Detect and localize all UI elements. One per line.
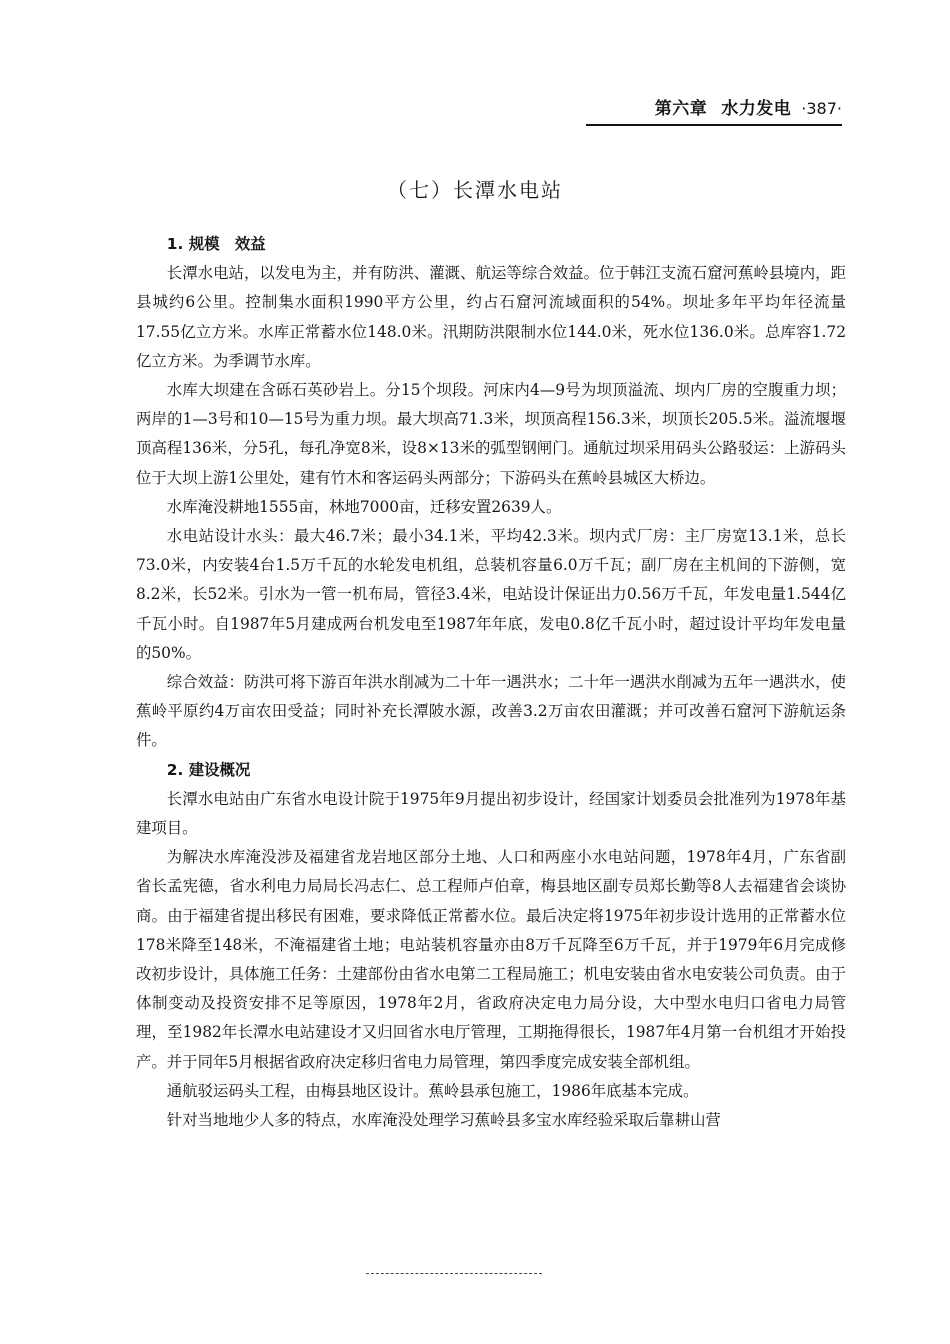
header-rule xyxy=(586,124,842,126)
subsection-heading: 1. 规模 效益 xyxy=(166,235,266,253)
paragraph: 水库淹没耕地1555亩，林地7000亩，迁移安置2639人。 xyxy=(166,497,562,516)
page-number: ·387· xyxy=(801,99,842,118)
footer-rule xyxy=(366,1273,542,1274)
paragraph: 长潭水电站，以发电为主，并有防洪、灌溉、航运等综合效益。位于韩江支流石窟河蕉岭县境内，距县城约6公里。控制集水面积1990平方公里，约占石窟河流域面积的54%。坝址多年平均年径流量17.55亿立方米。水库正常蓄水位148.0米。汛期防洪限制水位144.0米，死水位136.0米。总库容1.72亿立方米。为季调节水库。 xyxy=(136,264,846,370)
paragraph: 针对当地地少人多的特点，水库淹没处理学习蕉岭县多宝水库经验采取后靠耕山营 xyxy=(166,1111,721,1130)
paragraph: 为解决水库淹没涉及福建省龙岩地区部分土地、人口和两座小水电站问题，1978年4月，广东省副省长孟宪德，省水利电力局局长冯志仁、总工程师卢伯章，梅县地区副专员郑长勤等8人去福建省会谈协商。由于福建省提出移民有困难，要求降低正常蓄水位。最后决定将1975年初步设计选用的正常蓄水位178米降至148米，不淹福建省土地；电站装机容量亦由8万千瓦降至6万千瓦，并于1979年6月完成修改初步设计，具体施工任务：土建部份由省水电第二工程局施工；机电安装由省水电安装公司负责。由于体制变动及投资安排不足等原因，1978年2月，省政府决定电力局分设，大中型水电归口省电力局管理，至1982年长潭水电站建设才又归回省水电厅管理，工期拖得很长，1987年4月第一台机组才开始投产。并于同年5月根据省政府决定移归省电力局管理，第四季度完成安装全部机组。 xyxy=(136,848,846,1071)
chapter-label: 第六章 xyxy=(654,99,708,119)
section-title: （七）长潭水电站 xyxy=(387,178,563,202)
subsection-heading: 2. 建设概况 xyxy=(166,760,251,779)
paragraph: 通航驳运码头工程，由梅县地区设计。蕉岭县承包施工，1986年底基本完成。 xyxy=(166,1081,699,1100)
paragraph: 水库大坝建在含砾石英砂岩上。分15个坝段。河床内4—9号为坝顶溢流、坝内厂房的空腹重力坝；两岸的1—3号和10—15号为重力坝。最大坝高71.3米，坝顶高程156.3米，坝顶长205.5米。溢流堰堰顶高程136米，分5孔，每孔净宽8米，设8×13米的弧型钢闸门。通航过坝采用码头公路驳运：上游码头位于大坝上游1公里处，建有竹木和客运码头两部分；下游码头在蕉岭县城区大桥边。 xyxy=(136,381,846,487)
paragraph: 综合效益：防洪可将下游百年洪水削减为二十年一遇洪水；二十年一遇洪水削减为五年一遇洪水，使蕉岭平原约4万亩农田受益；同时补充长潭陂水源，改善3.2万亩农田灌溉；并可改善石窟河下游航运条件。 xyxy=(136,673,846,750)
running-header xyxy=(586,94,842,122)
paragraph: 长潭水电站由广东省水电设计院于1975年9月提出初步设计，经国家计划委员会批准列为1978年基建项目。 xyxy=(136,789,846,838)
body-text xyxy=(136,230,846,1135)
paragraph: 水电站设计水头：最大46.7米；最小34.1米，平均42.3米。坝内式厂房：主厂房宽13.1米，总长73.0米，内安装4台1.5万千瓦的水轮发电机组，总装机容量6.0万千瓦；副厂房在主机间的下游侧，宽8.2米，长52米。引水为一管一机布局，管径3.4米，电站设计保证出力0.56万千瓦，年发电量1.544亿千瓦小时。自1987年5月建成两台机发电至1987年年底，发电0.8亿千瓦小时，超过设计平均年发电量的50%。 xyxy=(136,527,846,662)
chapter-topic: 水力发电 xyxy=(721,99,792,119)
